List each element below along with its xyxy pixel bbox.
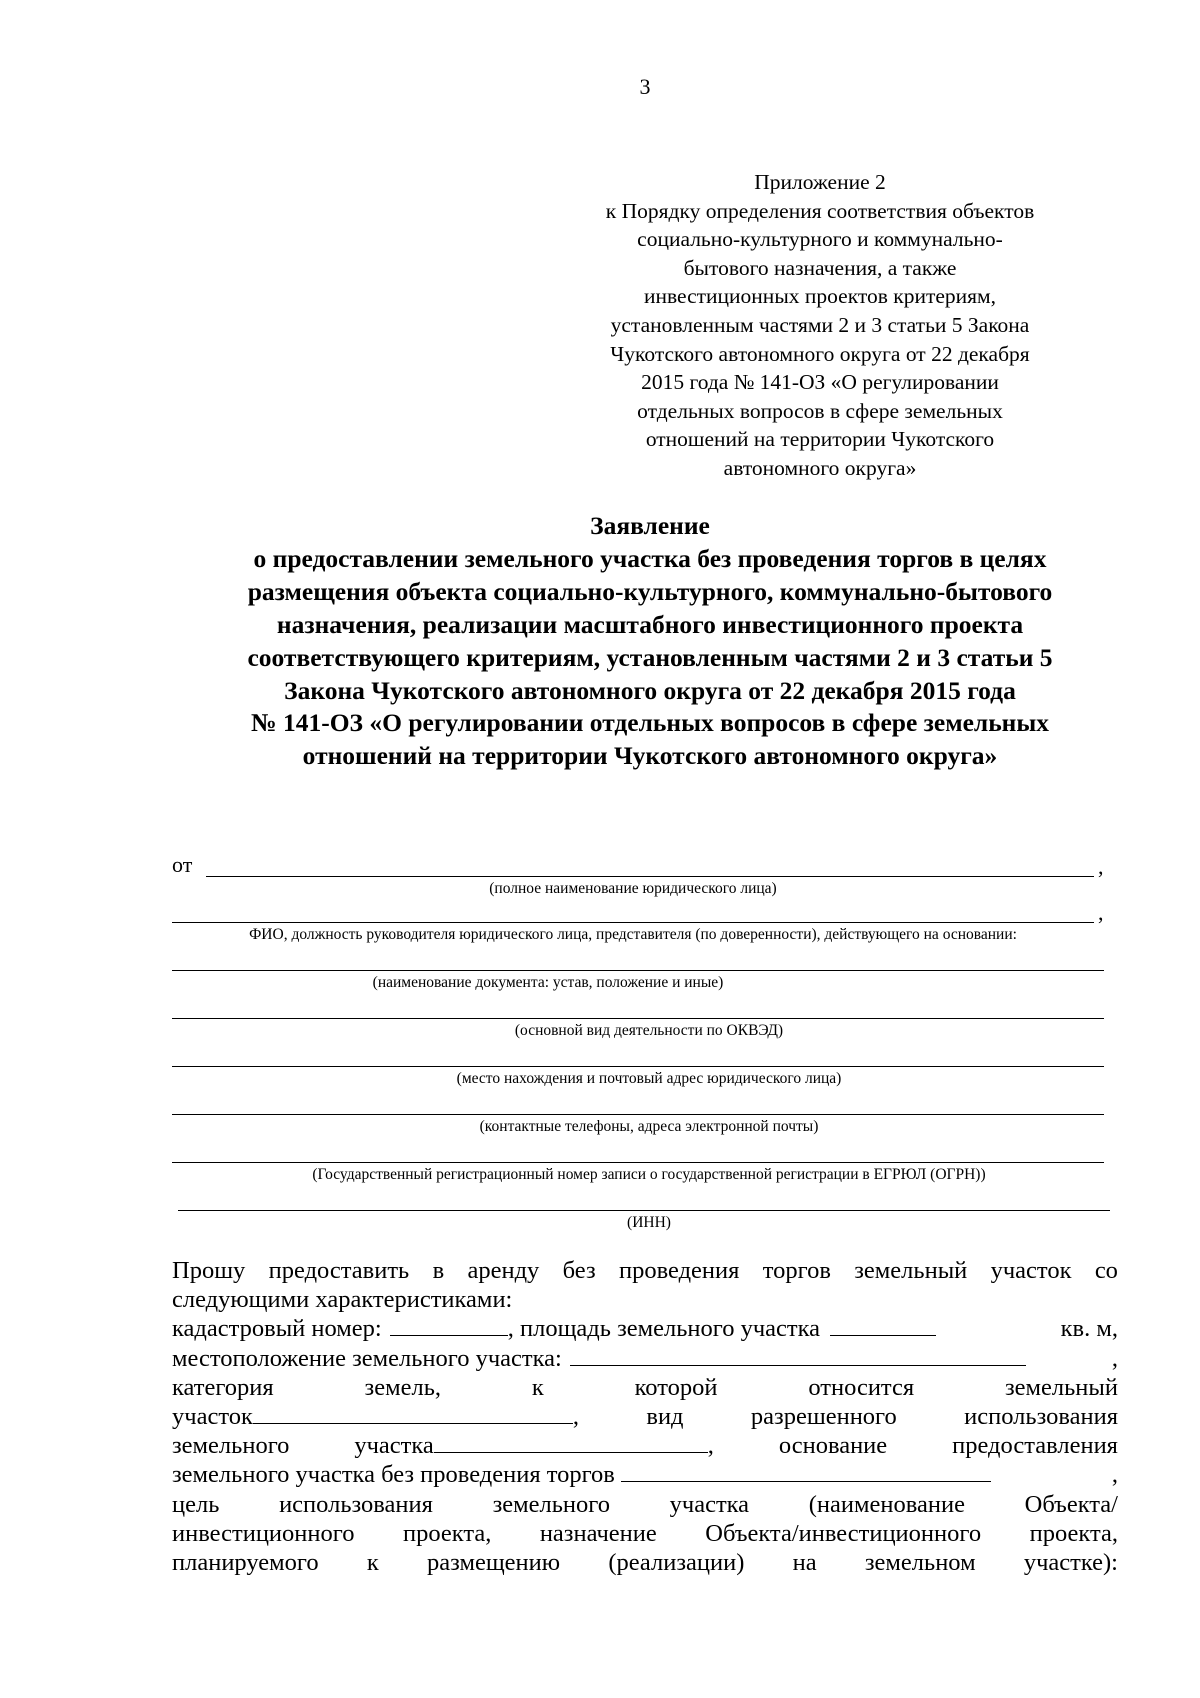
caption-document: (наименование документа: устав, положение и иные) <box>372 974 724 991</box>
request-row: земельного участка , основание предоставления <box>172 1432 1118 1460</box>
request-row: категория земель, к которой относится земельный <box>172 1373 1118 1401</box>
caption-legal-name: (полное наименование юридического лица) <box>489 880 777 897</box>
contacts-line[interactable] <box>172 1114 1104 1115</box>
appendix-reference <box>570 168 1070 483</box>
ogrn-line[interactable] <box>172 1162 1104 1163</box>
appendix-line: бытового назначения, а также <box>683 255 957 280</box>
page-number: 3 <box>639 74 651 99</box>
request-text <box>172 1256 1118 1577</box>
from-label: от <box>172 852 193 877</box>
caption-head: ФИО, должность руководителя юридического лица, представителя (по доверенности), действующего на основании: <box>249 926 1017 943</box>
comma: , <box>1098 900 1104 925</box>
basis-blank[interactable] <box>621 1461 991 1482</box>
request-row: кадастровый номер: , площадь земельного участка кв. м, <box>172 1315 1118 1343</box>
caption-inn: (ИНН) <box>627 1214 671 1231</box>
request-row: цель использования земельного участка (наименование Объекта/ <box>172 1490 1118 1518</box>
appendix-line: автономного округа» <box>723 455 917 480</box>
title-line: отношений на территории Чукотского автономного округа» <box>302 741 998 771</box>
address-line[interactable] <box>172 1066 1104 1067</box>
appendix-line: 2015 года № 141-ОЗ «О регулировании <box>641 370 999 395</box>
document-title <box>150 510 1150 773</box>
comma: , <box>1098 854 1104 879</box>
appendix-line: к Порядку определения соответствия объектов <box>605 198 1035 223</box>
title-line: о предоставлении земельного участка без проведения торгов в целях <box>253 543 1047 573</box>
request-row: Прошу предоставить в аренду без проведения торгов земельный участок со <box>172 1257 1118 1284</box>
appendix-line: социально-культурного и коммунально- <box>637 227 1003 252</box>
caption-contacts: (контактные телефоны, адреса электронной почты) <box>479 1118 819 1135</box>
caption-ogrn: (Государственный регистрационный номер записи о государственной регистрации в ЕГРЮЛ (ОГРН)) <box>312 1166 986 1183</box>
okved-line[interactable] <box>172 1018 1104 1019</box>
plot-blank[interactable] <box>253 1403 573 1424</box>
request-row: инвестиционного проекта, назначение Объекта/инвестиционного проекта, <box>172 1519 1118 1547</box>
request-row: планируемого к размещению (реализации) на земельном участке): <box>172 1549 1118 1577</box>
location-blank[interactable] <box>570 1345 1026 1366</box>
area-blank[interactable] <box>830 1315 936 1336</box>
title-line: размещения объекта социально-культурного, коммунально-бытового <box>247 576 1053 606</box>
appendix-line: отдельных вопросов в сфере земельных <box>637 398 1003 423</box>
title-line: назначения, реализации масштабного инвестиционного проекта <box>276 609 1024 639</box>
appendix-line: установленным частями 2 и 3 статьи 5 Закона <box>610 312 1030 337</box>
request-row: земельного участка без проведения торгов , <box>172 1461 1118 1489</box>
title-line: № 141-ОЗ «О регулировании отдельных вопросов в сфере земельных <box>250 708 1050 738</box>
inn-line[interactable] <box>178 1210 1110 1211</box>
title-heading: Заявление <box>590 511 710 540</box>
title-line: соответствующего критериям, установленным частями 2 и 3 статьи 5 <box>247 642 1053 672</box>
appendix-line: Чукотского автономного округа от 22 декабря <box>610 341 1030 366</box>
request-row: участок , вид разрешенного использования <box>172 1403 1118 1431</box>
caption-address: (место нахождения и почтовый адрес юридического лица) <box>456 1070 842 1087</box>
caption-okved: (основной вид деятельности по ОКВЭД) <box>514 1022 784 1039</box>
appendix-line: отношений на территории Чукотского <box>645 427 995 452</box>
title-line: Закона Чукотского автономного округа от 22 декабря 2015 года <box>284 675 1016 705</box>
request-row: следующими характеристиками: <box>172 1286 513 1314</box>
legal-name-line[interactable] <box>206 876 1094 877</box>
request-row: местоположение земельного участка: , <box>172 1344 1118 1372</box>
cadastral-number-blank[interactable] <box>390 1315 508 1336</box>
document-line[interactable] <box>172 970 1104 971</box>
use-type-blank[interactable] <box>434 1432 708 1453</box>
appendix-line: инвестиционных проектов критериям, <box>643 284 997 309</box>
appendix-line: Приложение 2 <box>754 170 886 194</box>
head-line[interactable] <box>172 922 1094 923</box>
